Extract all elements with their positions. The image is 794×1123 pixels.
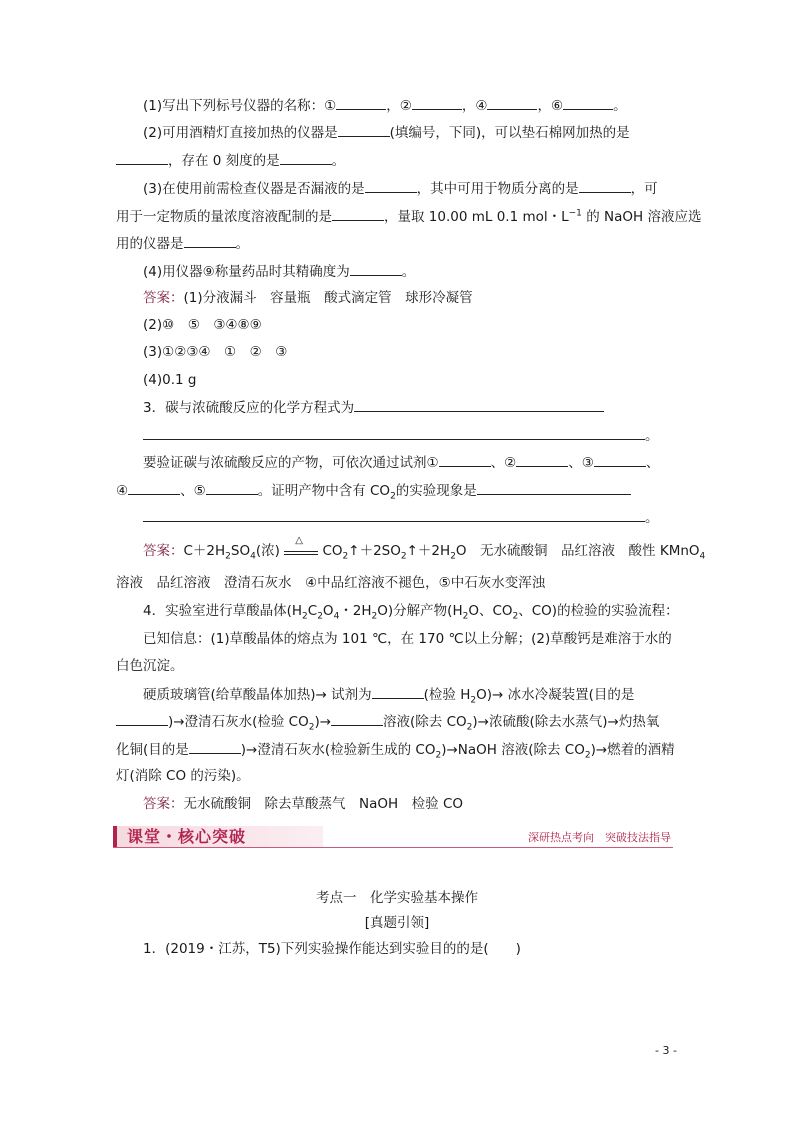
q2-part2: (2)可用酒精灯直接加热的仪器是 (填编号，下同)，可以垫石棉网加热的是 (143, 122, 630, 143)
q2-answer2: (2)⑩ ⑤ ③④⑧⑨ (143, 317, 262, 333)
q4-answer: 答案：无水硫酸铜 除去草酸蒸气 NaOH 检验 CO (143, 796, 463, 812)
q2-part3-cont2: 用的仪器是 。 (116, 233, 249, 254)
banner-title: 课堂・核心突破 (127, 827, 247, 846)
q3-verify-cont: ④ 、⑤ 。证明产物中含有 $CO_2$的实验现象是 (116, 480, 631, 501)
q3-verify: 要验证碳与浓硫酸反应的产物，可依次通过试剂① 、② 、③ 、 (143, 452, 659, 473)
q2-answer4: (4)0.1 g (143, 372, 197, 388)
q3-verify-cont2: 。 (143, 507, 659, 528)
q3-stem-cont: 。 (143, 425, 659, 446)
q4-flow4: 灯(消除 CO 的污染)。 (116, 768, 250, 784)
section-banner (113, 826, 673, 848)
q2-answer1: 答案：(1)分液漏斗 容量瓶 酸式滴定管 球形冷凝管 (143, 290, 473, 306)
q2-answer3: (3)①②③④ ① ② ③ (143, 344, 288, 360)
section-question1: 1．(2019・江苏，T5)下列实验操作能达到实验目的的是( ) (143, 941, 521, 957)
q2-part2-cont: ，存在 0 刻度的是 。 (116, 150, 345, 171)
q2-part3-cont: 用于一定物质的量浓度溶液配制的是 ，量取 10.00 mL 0.1 mol・$L^{-1}$ 的 NaOH 溶液应选 (116, 206, 701, 227)
q2-part1: (1)写出下列标号仪器的名称：① ，② ，④ ，⑥ 。 (143, 95, 627, 116)
banner-subtitle: 深研热点考向 突破技法指导 (528, 831, 671, 844)
q3-stem: 3．碳与浓硫酸反应的化学方程式为 (143, 397, 604, 418)
q4-known2: 白色沉淀。 (116, 658, 184, 674)
section-title: 考点一 化学实验基本操作 (316, 890, 478, 906)
q4-stem: 4．实验室进行草酸晶体($H_2C_2O_4$・$2H_2O$)分解产物($H_2O$、$CO_2$、CO)的检验的实验流程： (143, 603, 679, 622)
q4-flow3: 化铜(目的是 )→澄清石灰水(检验新生成的 $CO_2)\to NaOH$ 溶液(除去 $CO_2)\to$燃着的酒精 (116, 739, 675, 760)
q2-part3: (3)在使用前需检查仪器是否漏液的是 ，其中可用于物质分离的是 ，可 (143, 178, 658, 199)
q3-answer2: 溶液 品红溶液 澄清石灰水 ④中品红溶液不褪色，⑤中石灰水变浑浊 (116, 575, 546, 591)
q4-known1: 已知信息：(1)草酸晶体的熔点为 101 ℃，在 170 ℃以上分解；(2)草酸钙是难溶于水的 (143, 631, 672, 647)
page-number: - 3 - (655, 1044, 677, 1057)
q2-part4: (4)用仪器⑨称量药品时其精确度为 。 (143, 261, 415, 282)
q3-answer1: 答案：$C+2H_2SO_4$(浓) △ $CO_2↑+2SO_2↑+2H_2O$ 无水硫酸铜 品红溶液 酸性 KMnO$_4$ (143, 535, 706, 562)
q4-flow2: )→澄清石灰水(检验 $CO_2)\to$ 溶液(除去 $CO_2)\to$浓硫酸(除去水蒸气)→灼热氧 (116, 711, 659, 732)
section-subheading: [真题引领] (364, 915, 430, 931)
q4-flow1: 硬质玻璃管(给草酸晶体加热)→ 试剂为 (检验 $H_2O)\to$ 冰水冷凝装置(目的是 (143, 684, 634, 705)
heating-condition: △ (284, 543, 318, 555)
